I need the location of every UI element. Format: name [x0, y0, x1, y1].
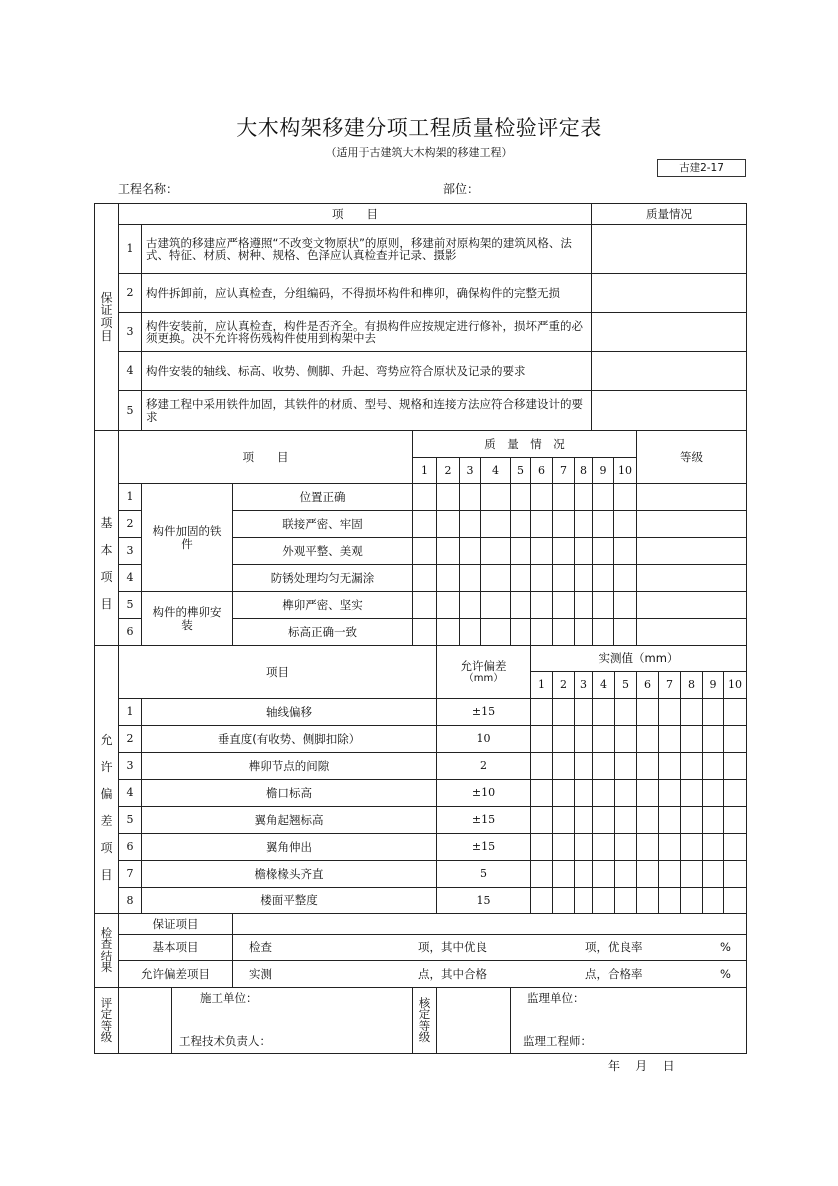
basic-grade-cell[interactable]: [636, 591, 746, 618]
deviation-measured-cell[interactable]: [552, 779, 574, 806]
deviation-measured-cell[interactable]: [636, 725, 658, 752]
basic-quality-cell[interactable]: [592, 618, 613, 645]
deviation-measured-cell[interactable]: [658, 860, 680, 887]
basic-quality-cell[interactable]: [530, 510, 552, 537]
basic-quality-cell[interactable]: [412, 618, 436, 645]
basic-quality-cell[interactable]: [530, 483, 552, 510]
basic-quality-cell[interactable]: [574, 591, 592, 618]
deviation-measured-cell[interactable]: [723, 752, 746, 779]
guarantee-item-no: 4: [118, 351, 141, 390]
result-section-label: 检 查 结 果: [94, 913, 118, 987]
deviation-measured-cell[interactable]: [658, 779, 680, 806]
deviation-measured-cell[interactable]: [574, 833, 592, 860]
deviation-measured-cell[interactable]: [592, 698, 614, 725]
guarantee-item-text: 移建工程中采用铁件加固，其铁件的材质、型号、规格和连接方法应符合移建设计的要求: [141, 390, 591, 430]
result-deviation-pct: %: [720, 966, 731, 981]
basic-quality-col-header: 7: [552, 457, 574, 483]
deviation-measured-col-header: 3: [574, 671, 592, 698]
deviation-measured-cell[interactable]: [680, 698, 702, 725]
deviation-item-text: 檐椽椽头齐直: [141, 860, 436, 887]
deviation-measured-cell[interactable]: [680, 752, 702, 779]
basic-item-no: 1: [118, 483, 141, 510]
basic-quality-cell[interactable]: [412, 510, 436, 537]
deviation-measured-col-header: 1: [530, 671, 552, 698]
deviation-measured-cell[interactable]: [552, 806, 574, 833]
deviation-measured-cell[interactable]: [530, 779, 552, 806]
deviation-measured-cell[interactable]: [574, 860, 592, 887]
deviation-measured-cell[interactable]: [614, 779, 636, 806]
deviation-measured-cell[interactable]: [680, 725, 702, 752]
supervisor-cell: [510, 987, 746, 1053]
deviation-measured-cell[interactable]: [723, 779, 746, 806]
deviation-measured-col-header: 7: [658, 671, 680, 698]
basic-quality-cell[interactable]: [613, 483, 636, 510]
deviation-item-no: 2: [118, 725, 141, 752]
deviation-measured-cell[interactable]: [658, 806, 680, 833]
basic-quality-cell[interactable]: [480, 537, 510, 564]
result-basic-mid: 项，其中优良: [418, 940, 487, 955]
evaluation-grade-cell[interactable]: [118, 987, 171, 1053]
deviation-measured-cell[interactable]: [680, 860, 702, 887]
deviation-measured-cell[interactable]: [636, 860, 658, 887]
basic-quality-cell[interactable]: [574, 618, 592, 645]
basic-quality-cell[interactable]: [530, 618, 552, 645]
basic-col-item: 项 目: [118, 430, 412, 483]
deviation-measured-col-header: 6: [636, 671, 658, 698]
deviation-measured-cell[interactable]: [530, 752, 552, 779]
basic-quality-cell[interactable]: [592, 591, 613, 618]
deviation-item-text: 榫卯节点的间隙: [141, 752, 436, 779]
deviation-measured-cell[interactable]: [574, 887, 592, 913]
result-basic-row: [232, 934, 746, 960]
deviation-measured-col-header: 5: [614, 671, 636, 698]
deviation-item-allow: 10: [436, 725, 530, 752]
deviation-measured-col-header: 4: [592, 671, 614, 698]
deviation-item-text: 轴线偏移: [141, 698, 436, 725]
basic-quality-cell[interactable]: [436, 537, 459, 564]
deviation-measured-col-header: 8: [680, 671, 702, 698]
basic-quality-col-header: 5: [510, 457, 530, 483]
basic-grade-cell[interactable]: [636, 618, 746, 645]
guarantee-item-quality[interactable]: [591, 224, 746, 273]
basic-quality-cell[interactable]: [592, 564, 613, 591]
basic-quality-cell[interactable]: [552, 483, 574, 510]
supervisor-engineer-label: 监理工程师：: [523, 1034, 592, 1048]
result-guarantee-value[interactable]: [232, 913, 746, 934]
basic-quality-cell[interactable]: [552, 618, 574, 645]
deviation-measured-col-header: 2: [552, 671, 574, 698]
basic-quality-cell[interactable]: [459, 618, 480, 645]
basic-quality-cell[interactable]: [613, 591, 636, 618]
date-year: 年: [608, 1059, 621, 1073]
deviation-measured-cell[interactable]: [592, 833, 614, 860]
deviation-measured-cell[interactable]: [614, 725, 636, 752]
deviation-measured-col-header: 10: [723, 671, 746, 698]
deviation-measured-cell[interactable]: [723, 698, 746, 725]
result-deviation-row: [232, 960, 746, 987]
deviation-item-text: 翼角伸出: [141, 833, 436, 860]
deviation-measured-cell[interactable]: [592, 806, 614, 833]
basic-item-text: 外观平整、美观: [232, 537, 412, 564]
deviation-measured-cell[interactable]: [702, 752, 723, 779]
deviation-measured-cell[interactable]: [614, 752, 636, 779]
basic-quality-cell[interactable]: [510, 618, 530, 645]
deviation-measured-cell[interactable]: [530, 806, 552, 833]
basic-quality-cell[interactable]: [552, 510, 574, 537]
deviation-col-item: 项目: [118, 645, 436, 698]
table-border: [94, 1053, 746, 1054]
basic-quality-cell[interactable]: [530, 591, 552, 618]
deviation-measured-cell[interactable]: [592, 860, 614, 887]
guarantee-item-text: 构件安装的轴线、标高、收势、侧脚、升起、弯势应符合原状及记录的要求: [141, 351, 591, 390]
result-guarantee-label: 保证项目: [118, 913, 232, 934]
guarantee-item-quality[interactable]: [591, 351, 746, 390]
deviation-col-allow-unit: （mm）: [463, 672, 504, 684]
basic-quality-cell[interactable]: [552, 564, 574, 591]
basic-quality-cell[interactable]: [574, 510, 592, 537]
deviation-measured-cell[interactable]: [574, 806, 592, 833]
deviation-measured-cell[interactable]: [530, 833, 552, 860]
deviation-measured-cell[interactable]: [614, 860, 636, 887]
deviation-measured-cell[interactable]: [702, 806, 723, 833]
basic-quality-cell[interactable]: [412, 564, 436, 591]
deviation-item-no: 1: [118, 698, 141, 725]
deviation-item-text: 楼面平整度: [141, 887, 436, 913]
basic-grade-cell[interactable]: [636, 510, 746, 537]
deviation-measured-cell[interactable]: [592, 725, 614, 752]
basic-quality-cell[interactable]: [592, 510, 613, 537]
guarantee-item-quality[interactable]: [591, 312, 746, 351]
basic-quality-cell[interactable]: [510, 564, 530, 591]
basic-item-text: 位置正确: [232, 483, 412, 510]
deviation-item-no: 6: [118, 833, 141, 860]
contractor-cell: [171, 987, 412, 1053]
guarantee-item-no: 1: [118, 224, 141, 273]
deviation-item-allow: ±15: [436, 698, 530, 725]
deviation-measured-cell[interactable]: [723, 860, 746, 887]
deviation-measured-cell[interactable]: [574, 725, 592, 752]
basic-item-no: 6: [118, 618, 141, 645]
deviation-section-label: 允 许 偏 差 项 目: [94, 645, 118, 913]
basic-group-name: 构件加固的铁件: [141, 483, 232, 591]
date-month: 月: [635, 1059, 648, 1073]
guarantee-item-text: 构件安装前，应认真检查，构件是否齐全。有损构件应按规定进行修补，损坏严重的必须更换。决不允许将伤残构件使用到构架中去: [141, 312, 591, 351]
deviation-measured-cell[interactable]: [658, 698, 680, 725]
basic-item-no: 2: [118, 510, 141, 537]
basic-quality-col-header: 6: [530, 457, 552, 483]
deviation-item-allow: ±15: [436, 806, 530, 833]
guarantee-item-no: 2: [118, 273, 141, 312]
deviation-col-measured: 实测值（mm）: [530, 645, 746, 671]
deviation-measured-cell[interactable]: [702, 779, 723, 806]
basic-item-no: 3: [118, 537, 141, 564]
deviation-item-allow: ±10: [436, 779, 530, 806]
basic-quality-cell[interactable]: [574, 483, 592, 510]
basic-quality-cell[interactable]: [552, 591, 574, 618]
deviation-measured-cell[interactable]: [723, 887, 746, 913]
result-basic-check: 检查: [249, 940, 272, 955]
deviation-measured-cell[interactable]: [658, 725, 680, 752]
deviation-measured-cell[interactable]: [658, 752, 680, 779]
basic-quality-cell[interactable]: [574, 564, 592, 591]
guarantee-item-no: 5: [118, 390, 141, 430]
page-subtitle: （适用于古建筑大木构架的移建工程）: [325, 146, 513, 159]
basic-quality-cell[interactable]: [436, 591, 459, 618]
supervisor-unit-label: 监理单位：: [527, 991, 585, 1005]
basic-item-no: 4: [118, 564, 141, 591]
basic-quality-cell[interactable]: [574, 537, 592, 564]
basic-quality-cell[interactable]: [480, 591, 510, 618]
result-deviation-check: 实测: [249, 966, 272, 981]
deviation-item-allow: 15: [436, 887, 530, 913]
tech-lead-label: 工程技术负责人：: [179, 1034, 271, 1048]
form-code: 古建2-17: [657, 159, 746, 177]
deviation-item-no: 7: [118, 860, 141, 887]
deviation-measured-cell[interactable]: [574, 698, 592, 725]
basic-quality-cell[interactable]: [592, 483, 613, 510]
deviation-measured-cell[interactable]: [552, 887, 574, 913]
page-title: 大木构架移建分项工程质量检验评定表: [236, 116, 602, 140]
basic-quality-cell[interactable]: [459, 564, 480, 591]
guarantee-item-no: 3: [118, 312, 141, 351]
basic-quality-cell[interactable]: [592, 537, 613, 564]
basic-quality-cell[interactable]: [436, 564, 459, 591]
basic-quality-cell[interactable]: [510, 591, 530, 618]
deviation-col-allow: [436, 645, 530, 698]
basic-quality-cell[interactable]: [412, 591, 436, 618]
deviation-measured-cell[interactable]: [723, 725, 746, 752]
basic-quality-cell[interactable]: [480, 564, 510, 591]
basic-quality-cell[interactable]: [480, 618, 510, 645]
basic-quality-cell[interactable]: [480, 510, 510, 537]
basic-quality-cell[interactable]: [436, 483, 459, 510]
basic-quality-cell[interactable]: [510, 537, 530, 564]
basic-quality-cell[interactable]: [530, 564, 552, 591]
basic-col-grade: 等级: [636, 430, 746, 483]
deviation-measured-cell[interactable]: [552, 698, 574, 725]
basic-col-quality: 质 量 情 况: [412, 430, 636, 457]
deviation-measured-cell[interactable]: [552, 752, 574, 779]
basic-quality-cell[interactable]: [436, 510, 459, 537]
deviation-measured-cell[interactable]: [592, 779, 614, 806]
deviation-item-no: 5: [118, 806, 141, 833]
basic-quality-cell[interactable]: [436, 618, 459, 645]
basic-quality-cell[interactable]: [613, 510, 636, 537]
basic-quality-cell[interactable]: [412, 537, 436, 564]
basic-quality-cell[interactable]: [510, 483, 530, 510]
deviation-measured-cell[interactable]: [614, 833, 636, 860]
evaluation-section-label: 评 定 等 级: [94, 987, 118, 1053]
basic-quality-cell[interactable]: [459, 483, 480, 510]
deviation-measured-cell[interactable]: [702, 860, 723, 887]
result-basic-pct: %: [720, 940, 731, 955]
deviation-measured-cell[interactable]: [723, 833, 746, 860]
basic-quality-col-header: 4: [480, 457, 510, 483]
deviation-measured-cell[interactable]: [636, 833, 658, 860]
basic-quality-cell[interactable]: [552, 537, 574, 564]
basic-item-no: 5: [118, 591, 141, 618]
guarantee-col-item: 项 目: [118, 203, 591, 224]
deviation-measured-cell[interactable]: [680, 833, 702, 860]
deviation-item-no: 8: [118, 887, 141, 913]
deviation-measured-cell[interactable]: [552, 860, 574, 887]
guarantee-item-quality[interactable]: [591, 273, 746, 312]
basic-group-name: 构件的榫卯安装: [141, 591, 232, 645]
basic-quality-cell[interactable]: [459, 591, 480, 618]
deviation-measured-cell[interactable]: [636, 806, 658, 833]
basic-quality-col-header: 1: [412, 457, 436, 483]
deviation-measured-cell[interactable]: [636, 752, 658, 779]
verify-grade-label: 核 定 等 级: [412, 987, 436, 1053]
deviation-measured-cell[interactable]: [680, 806, 702, 833]
deviation-measured-cell[interactable]: [614, 698, 636, 725]
basic-grade-cell[interactable]: [636, 537, 746, 564]
guarantee-col-quality: 质量情况: [591, 203, 746, 224]
deviation-measured-cell[interactable]: [702, 725, 723, 752]
deviation-measured-cell[interactable]: [723, 806, 746, 833]
basic-quality-cell[interactable]: [510, 510, 530, 537]
deviation-measured-cell[interactable]: [636, 887, 658, 913]
deviation-measured-cell[interactable]: [592, 752, 614, 779]
guarantee-item-text: 构件拆卸前，应认真检查，分组编码，不得损坏构件和榫卯，确保构件的完整无损: [141, 273, 591, 312]
guarantee-section-label: 保 证 项 目: [94, 203, 118, 430]
guarantee-item-quality[interactable]: [591, 390, 746, 430]
table-border: [746, 203, 747, 1054]
project-name-label: 工程名称：: [118, 182, 179, 196]
deviation-measured-cell[interactable]: [530, 698, 552, 725]
deviation-measured-cell[interactable]: [530, 725, 552, 752]
deviation-item-allow: ±15: [436, 833, 530, 860]
location-label: 部位：: [443, 182, 480, 196]
basic-quality-cell[interactable]: [459, 510, 480, 537]
result-deviation-mid: 点，其中合格: [418, 966, 487, 981]
basic-grade-cell[interactable]: [636, 483, 746, 510]
deviation-measured-cell[interactable]: [702, 833, 723, 860]
deviation-item-no: 4: [118, 779, 141, 806]
deviation-measured-cell[interactable]: [552, 833, 574, 860]
result-basic-rate: 项，优良率: [585, 940, 643, 955]
basic-quality-cell[interactable]: [613, 537, 636, 564]
deviation-measured-cell[interactable]: [658, 833, 680, 860]
basic-section-label: 基 本 项 目: [94, 430, 118, 645]
deviation-measured-cell[interactable]: [680, 887, 702, 913]
basic-item-text: 防锈处理均匀无漏涂: [232, 564, 412, 591]
deviation-measured-cell[interactable]: [680, 779, 702, 806]
basic-item-text: 标高正确一致: [232, 618, 412, 645]
contractor-label: 施工单位：: [200, 991, 258, 1005]
deviation-measured-cell[interactable]: [636, 698, 658, 725]
verify-grade-cell[interactable]: [436, 987, 510, 1053]
date-day: 日: [662, 1059, 675, 1073]
deviation-measured-cell[interactable]: [574, 779, 592, 806]
deviation-measured-col-header: 9: [702, 671, 723, 698]
deviation-measured-cell[interactable]: [702, 698, 723, 725]
result-basic-label: 基本项目: [118, 934, 232, 960]
deviation-measured-cell[interactable]: [636, 779, 658, 806]
basic-grade-cell[interactable]: [636, 564, 746, 591]
deviation-item-no: 3: [118, 752, 141, 779]
deviation-measured-cell[interactable]: [574, 752, 592, 779]
guarantee-item-text: 古建筑的移建应严格遵照“不改变文物原状”的原则，移建前对原构架的建筑风格、法式、特征、材质、树种、规格、色泽应认真检查并记录、摄影: [141, 224, 591, 273]
basic-quality-cell[interactable]: [613, 564, 636, 591]
deviation-measured-cell[interactable]: [552, 725, 574, 752]
deviation-measured-cell[interactable]: [614, 806, 636, 833]
deviation-measured-cell[interactable]: [530, 887, 552, 913]
date-line: [608, 1057, 675, 1074]
result-deviation-label: 允许偏差项目: [118, 960, 232, 987]
basic-quality-cell[interactable]: [412, 483, 436, 510]
basic-quality-cell[interactable]: [459, 537, 480, 564]
basic-quality-cell[interactable]: [480, 483, 510, 510]
basic-quality-cell[interactable]: [613, 618, 636, 645]
basic-quality-col-header: 3: [459, 457, 480, 483]
deviation-col-allow-label: 允许偏差: [460, 659, 507, 674]
deviation-measured-cell[interactable]: [530, 860, 552, 887]
basic-item-text: 联接严密、牢固: [232, 510, 412, 537]
basic-quality-cell[interactable]: [530, 537, 552, 564]
deviation-item-allow: 2: [436, 752, 530, 779]
deviation-item-allow: 5: [436, 860, 530, 887]
deviation-measured-cell[interactable]: [614, 887, 636, 913]
basic-item-text: 榫卯严密、坚实: [232, 591, 412, 618]
deviation-item-text: 垂直度(有收势、侧脚扣除）: [141, 725, 436, 752]
result-deviation-rate: 点，合格率: [585, 966, 643, 981]
deviation-measured-cell[interactable]: [702, 887, 723, 913]
deviation-measured-cell[interactable]: [592, 887, 614, 913]
deviation-measured-cell[interactable]: [658, 887, 680, 913]
basic-quality-col-header: 10: [613, 457, 636, 483]
deviation-item-text: 檐口标高: [141, 779, 436, 806]
basic-quality-col-header: 9: [592, 457, 613, 483]
basic-quality-col-header: 2: [436, 457, 459, 483]
basic-quality-col-header: 8: [574, 457, 592, 483]
deviation-item-text: 翼角起翘标高: [141, 806, 436, 833]
